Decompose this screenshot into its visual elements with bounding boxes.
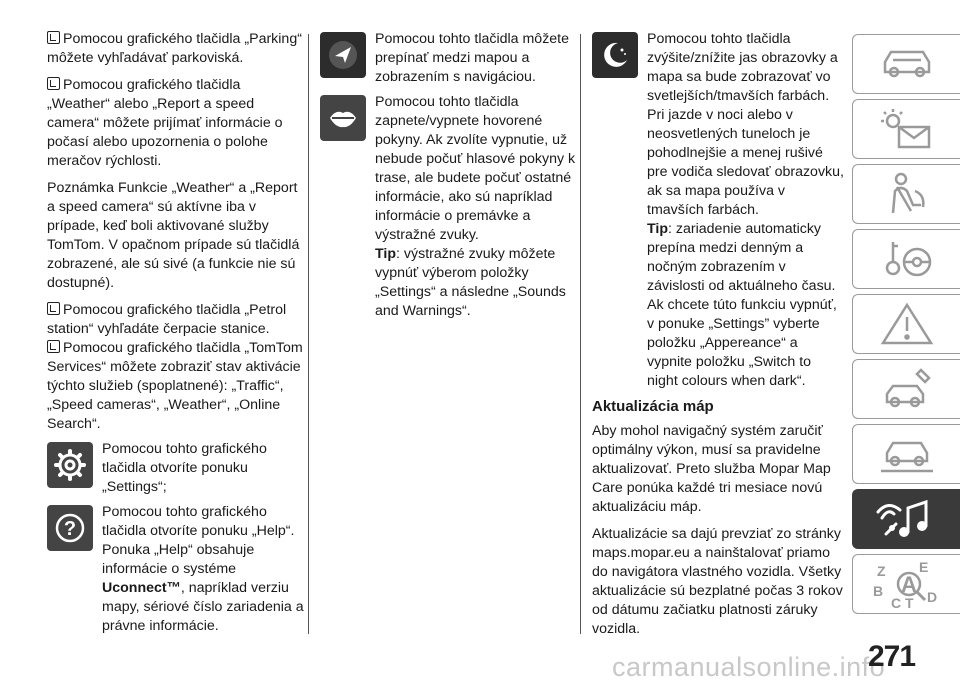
- wrench-car-icon: [877, 366, 937, 412]
- tab-multimedia[interactable]: [852, 489, 960, 549]
- car-icon: [877, 44, 937, 84]
- night-mode-row: [592, 30, 844, 391]
- settings-row: [47, 440, 307, 497]
- note-paragraph: Poznámka Funkcie „Weather“ a „Report a speed camera“ sú aktívne iba v prípade, keď boli aktivované služby TomTom. V opačnom prípade sú tlačidlá zobrazené, ale sú sivé (a funkcie nie sú dostupné).: [47, 180, 300, 291]
- settings-gear-icon: [47, 442, 93, 488]
- svg-text:?: ?: [63, 518, 77, 540]
- tab-technical-specs[interactable]: [852, 424, 960, 484]
- nav-toggle-description: Pomocou tohto tlačidla môžete prepínať medzi mapou a zobrazením s navigáciou.: [375, 31, 570, 85]
- column-divider: [580, 34, 581, 634]
- night-mode-description: Pomocou tohto tlačidla zvýšite/znížite jas obrazovky a mapa sa bude zobrazovať vo svetlejších/tmavších farbách. Pri jazde v noci alebo v neosvetlených tuneloch je pohodlnejšie a menej rušivé pre vodiča sledovať obrazovku, ak sa mapa používa v tmavších farbách.: [647, 31, 844, 218]
- page-number: 271: [868, 640, 916, 673]
- tab-starting-driving[interactable]: [852, 229, 960, 289]
- svg-text:B: B: [872, 583, 883, 599]
- tab-safety[interactable]: [852, 164, 960, 224]
- multimedia-music-icon: [874, 494, 940, 544]
- tab-emergency[interactable]: [852, 294, 960, 354]
- bullet-icon: [47, 340, 60, 353]
- warning-light-envelope-icon: [877, 107, 937, 151]
- weather-paragraph: Pomocou grafického tlačidla „Weather“ alebo „Report a speed camera“ môžete prijímať informácie o počasí alebo upozornenia o polohe meračov rýchlosti.: [47, 77, 283, 169]
- voice-tip: Tip: výstražné zvuky môžete vypnúť výberom položky „Settings“ a následne „Sounds and Warnings“.: [375, 246, 566, 319]
- warning-triangle-icon: [877, 301, 937, 347]
- svg-text:D: D: [926, 589, 937, 605]
- column-2: [320, 30, 582, 327]
- night-mode-tip: Tip: zariadenie automaticky prepína medzi denným a nočným zobrazením v závislosti od aktuálneho času. Ak chcete túto funkciu vypnúť, v ponuke „Settings” vyberte položku „Appereance“ a vypnite položku „Switch to night colours when dark“.: [647, 221, 837, 389]
- bullet-icon: [47, 302, 60, 315]
- voice-row: [320, 93, 582, 321]
- parking-paragraph: Pomocou grafického tlačidla „Parking“ môžete vyhľadávať parkoviská.: [47, 31, 302, 66]
- chapter-tabs: [852, 34, 960, 619]
- petrol-paragraph: Pomocou grafického tlačidla „Petrol station“ vyhľadáte čerpacie stanice.: [47, 302, 287, 337]
- alphabet-index-icon: [867, 556, 947, 612]
- map-update-heading: Aktualizácia máp: [592, 398, 714, 415]
- nav-toggle-row: [320, 30, 582, 87]
- bullet-icon: [47, 31, 60, 44]
- svg-text:Z: Z: [876, 563, 886, 579]
- map-update-paragraph-1: Aby mohol navigačný systém zaručiť optimálny výkon, musí sa pravidelne aktualizovať. Preto služba Mopar Map Care ponúka každé tri mesiace novú aktualizáciu máp.: [592, 423, 831, 515]
- tab-maintenance[interactable]: [852, 359, 960, 419]
- tab-warning-lights[interactable]: [852, 99, 960, 159]
- settings-description: Pomocou tohto grafického tlačidla otvoríte ponuku „Settings“;: [102, 441, 267, 495]
- night-moon-icon: [592, 32, 638, 78]
- watermark: carmanualsonline.info: [612, 652, 886, 682]
- bullet-icon: [47, 77, 60, 90]
- map-update-paragraph-2: Aktualizácie sa dajú prevziať zo stránky maps.mopar.eu a nainštalovať priamo do navigátora vlastného vozidla. Všetky aktualizácie sú bezplatné počas 3 rokov od dátumu začiatku platnosti záruky vozidla.: [592, 526, 843, 637]
- tab-index[interactable]: [852, 554, 960, 614]
- help-question-icon: [47, 505, 93, 551]
- column-1: [47, 30, 307, 642]
- column-divider: [308, 34, 309, 634]
- tomtom-services-paragraph: Pomocou grafického tlačidla „TomTom Services“ môžete zobraziť stav aktivácie týchto služieb (spoplatnené): „Traffic“, „Speed cameras“, „Weather“, „Online Search“.: [47, 340, 303, 432]
- svg-text:E: E: [918, 559, 928, 575]
- help-row: [47, 503, 307, 636]
- svg-text:C: C: [890, 595, 901, 611]
- seatbelt-person-icon: [877, 171, 937, 217]
- svg-text:T: T: [904, 595, 914, 611]
- tab-car-dashboard[interactable]: [852, 34, 960, 94]
- svg-text:A: A: [900, 572, 917, 597]
- column-3: [592, 30, 844, 647]
- car-specs-icon: [877, 431, 937, 477]
- voice-lips-icon: [320, 95, 366, 141]
- key-steering-icon: [877, 236, 937, 282]
- navigation-arrow-icon: [320, 32, 366, 78]
- help-description: Pomocou tohto grafického tlačidla otvoríte ponuku „Help“. Ponuka „Help“ obsahuje informácie o systéme Uconnect™, napríklad verziu mapy, sériové číslo zariadenia a právne informácie.: [102, 504, 304, 634]
- voice-description: Pomocou tohto tlačidla zapnete/vypnete hovorené pokyny. Ak zvolíte vypnutie, už nebude počuť hlasové pokyny k trase, ale budete počuť ostatné informácie, ako sú napríklad informácie o premávke a výstražné zvuky.: [375, 94, 576, 243]
